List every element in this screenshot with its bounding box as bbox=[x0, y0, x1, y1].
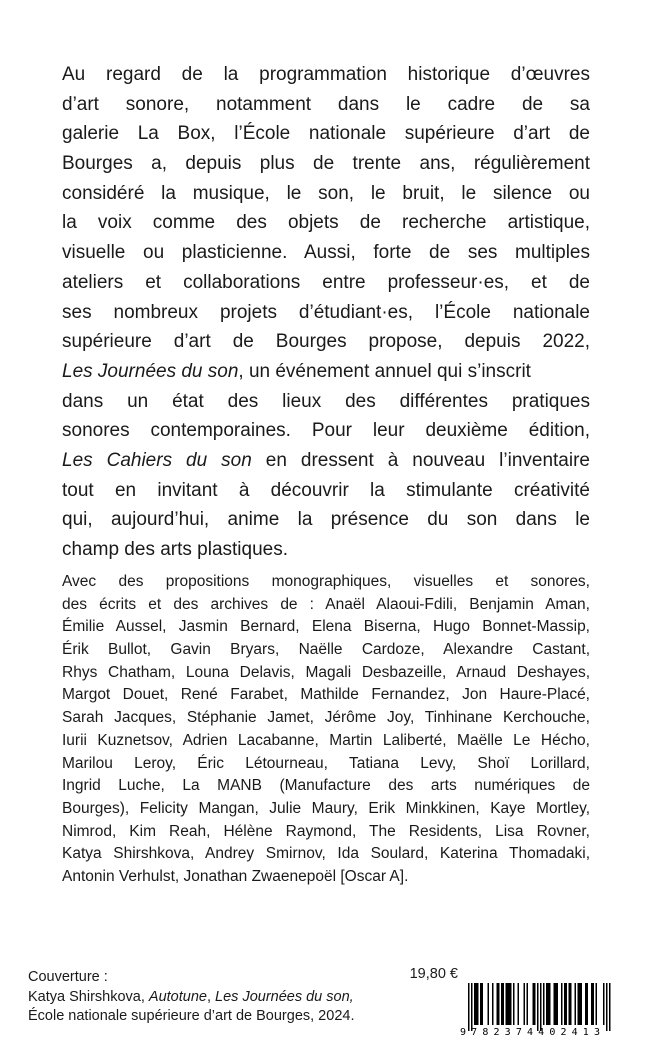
text-segment: Iurii Kuznetsov, Adrien Lacabanne, Martin Laliberté, Maëlle Le Hécho, bbox=[62, 731, 590, 749]
barcode-bar bbox=[497, 983, 499, 1025]
text-line bbox=[62, 416, 590, 446]
text-segment: d’art sonore, notamment dans le cadre de sa bbox=[62, 93, 590, 115]
text-segment: Katya Shirshkova, Andrey Smirnov, Ida Soulard, Katerina Thomadaki, bbox=[62, 845, 590, 863]
text-segment: tout en invitant à découvrir la stimulante créativité bbox=[62, 479, 590, 501]
text-line bbox=[62, 505, 590, 535]
text-line bbox=[62, 571, 590, 594]
text-segment: ateliers et collaborations entre professeur·es, et de bbox=[62, 271, 590, 293]
text-line bbox=[62, 753, 590, 776]
text-line bbox=[62, 327, 590, 357]
barcode-bar bbox=[564, 983, 566, 1025]
barcode-bar bbox=[609, 983, 611, 1031]
barcode-bar bbox=[575, 983, 577, 1025]
barcode-bar bbox=[554, 983, 556, 1025]
barcode-bar bbox=[468, 983, 470, 1031]
text-line bbox=[62, 594, 590, 617]
cover-credit bbox=[28, 968, 354, 1027]
barcode-bar bbox=[561, 983, 563, 1025]
text-line bbox=[62, 238, 590, 268]
text-line bbox=[62, 662, 590, 685]
credit-institution-line: École nationale supérieure d’art de Bourges, 2024. bbox=[28, 1008, 355, 1024]
text-segment: Nimrod, Kim Reah, Hélène Raymond, The Residents, Lisa Rovner, bbox=[62, 822, 590, 840]
italic-title: Les Cahiers du son bbox=[62, 449, 252, 471]
barcode-bar bbox=[506, 983, 508, 1025]
price: 19,80 € bbox=[409, 966, 458, 982]
barcode-bar bbox=[579, 983, 581, 1025]
text-line bbox=[62, 684, 590, 707]
text-line bbox=[62, 707, 590, 730]
barcode-bar bbox=[546, 983, 548, 1025]
text-segment: , bbox=[206, 988, 216, 1005]
barcode-bar bbox=[501, 983, 503, 1025]
intro-paragraph bbox=[62, 60, 590, 565]
text-segment: des écrits et des archives de : Anaël Alaoui-Fdili, Benjamin Aman, bbox=[62, 595, 590, 613]
text-segment: Antonin Verhulst, Jonathan Zwaenepoël [Oscar A]. bbox=[62, 867, 409, 885]
text-line bbox=[62, 357, 590, 387]
barcode-bar bbox=[603, 983, 605, 1025]
barcode-bar bbox=[480, 983, 482, 1025]
barcode-bar bbox=[549, 983, 551, 1025]
text-segment: Rhys Chatham, Louna Delavis, Magali Desbazeille, Arnaud Deshayes, bbox=[62, 663, 590, 681]
text-segment: Katya Shirshkova, bbox=[28, 988, 149, 1005]
barcode-bar bbox=[570, 983, 572, 1025]
text-line bbox=[62, 730, 590, 753]
barcode-bar bbox=[509, 983, 511, 1025]
text-line bbox=[62, 298, 590, 328]
text-segment: Avec des propositions monographiques, visuelles et sonores, bbox=[62, 573, 590, 590]
italic-title: Les Journées du son, bbox=[215, 988, 354, 1005]
barcode-bar bbox=[578, 983, 580, 1025]
text-line bbox=[62, 90, 590, 120]
barcode-bar bbox=[540, 983, 542, 1031]
text-line bbox=[62, 387, 590, 417]
barcode-bar bbox=[543, 983, 545, 1025]
barcode-bar bbox=[534, 983, 536, 1025]
barcode-bar bbox=[566, 983, 568, 1025]
text-line bbox=[62, 616, 590, 639]
text-segment: supérieure d’art de Bourges propose, depuis 2022, bbox=[62, 331, 590, 353]
barcode-bar bbox=[498, 983, 500, 1025]
text-line bbox=[62, 268, 590, 298]
text-segment: Érik Bullot, Gavin Bryars, Naëlle Cardoze, Alexandre Castant, bbox=[62, 641, 590, 659]
text-line bbox=[62, 821, 590, 844]
barcode-bar bbox=[587, 983, 589, 1025]
barcode-bar bbox=[533, 983, 535, 1025]
text-line bbox=[62, 179, 590, 209]
barcode-bar bbox=[593, 983, 595, 1025]
isbn-digits: 9782374402413 bbox=[460, 1027, 600, 1037]
barcode-bar bbox=[606, 983, 608, 1031]
text-segment: champ des arts plastiques. bbox=[62, 539, 289, 560]
barcode-bar bbox=[488, 983, 490, 1025]
barcode-bar bbox=[518, 983, 520, 1025]
barcode-bar bbox=[527, 983, 529, 1025]
text-line bbox=[62, 535, 590, 565]
barcode-bar bbox=[492, 983, 494, 1025]
barcode-bar bbox=[581, 983, 583, 1025]
barcode-bar bbox=[591, 983, 593, 1025]
text-line bbox=[62, 639, 590, 662]
credit-artwork-line bbox=[28, 988, 354, 1008]
italic-title: Les Journées du son bbox=[62, 360, 239, 382]
text-line bbox=[62, 446, 590, 476]
text-line bbox=[62, 798, 590, 821]
barcode-bar bbox=[503, 983, 505, 1025]
text-segment: Marilou Leroy, Éric Létourneau, Tatiana Levy, Shoï Lorillard, bbox=[62, 754, 590, 772]
text-segment: Bourges), Felicity Mangan, Julie Maury, Erik Minkkinen, Kaye Mortley, bbox=[62, 799, 590, 817]
text-segment: galerie La Box, l’École nationale supérieure d’art de bbox=[62, 123, 590, 145]
contributors-paragraph bbox=[62, 571, 590, 889]
isbn-barcode bbox=[458, 983, 648, 1037]
text-segment: sonores contemporaines. Pour leur deuxième édition, bbox=[62, 420, 590, 442]
text-segment: en dressent à nouveau l’inventaire bbox=[251, 449, 590, 471]
barcode-bar bbox=[476, 983, 478, 1025]
text-line bbox=[62, 866, 590, 889]
barcode-bar bbox=[596, 983, 598, 1025]
barcode-bar bbox=[482, 983, 484, 1025]
text-line bbox=[62, 476, 590, 506]
text-line bbox=[62, 119, 590, 149]
text-line bbox=[62, 843, 590, 866]
text-segment: la voix comme des objets de recherche artistique, bbox=[62, 212, 590, 234]
barcode-bar bbox=[513, 983, 515, 1025]
text-line bbox=[62, 208, 590, 238]
barcode-bars bbox=[458, 983, 648, 1037]
credit-label: Couverture : bbox=[28, 969, 108, 985]
barcode-bar bbox=[537, 983, 539, 1031]
text-segment: Au regard de la programmation historique d’œuvres bbox=[62, 64, 590, 85]
italic-title: Autotune bbox=[148, 988, 207, 1005]
barcode-bar bbox=[585, 983, 587, 1025]
barcode-bar bbox=[569, 983, 571, 1025]
text-line bbox=[62, 775, 590, 798]
text-segment: qui, aujourd’hui, anime la présence du son dans le bbox=[62, 509, 590, 531]
barcode-bar bbox=[524, 983, 526, 1025]
text-segment: , un événement annuel qui s’inscrit bbox=[238, 360, 531, 382]
text-segment: visuelle ou plasticienne. Aussi, forte de ses multiples bbox=[62, 242, 590, 264]
barcode-bar bbox=[474, 983, 476, 1025]
text-segment: Sarah Jacques, Stéphanie Jamet, Jérôme Joy, Tinhinane Kerchouche, bbox=[62, 709, 590, 727]
barcode-bar bbox=[477, 983, 479, 1025]
text-segment: Émilie Aussel, Jasmin Bernard, Elena Biserna, Hugo Bonnet-Massip, bbox=[62, 618, 590, 636]
text-line bbox=[62, 149, 590, 179]
barcode-bar bbox=[507, 983, 509, 1025]
barcode-bar bbox=[471, 983, 473, 1031]
text-segment: Bourges a, depuis plus de trente ans, régulièrement bbox=[62, 153, 590, 175]
text-segment: Margot Douet, René Farabet, Mathilde Fernandez, Jon Haure-Placé, bbox=[62, 686, 590, 704]
barcode-bar bbox=[555, 983, 557, 1025]
text-line bbox=[62, 60, 590, 90]
barcode-bar bbox=[510, 983, 512, 1025]
text-segment: ses nombreux projets d’étudiant·es, l’École nationale bbox=[62, 301, 590, 323]
text-segment: dans un état des lieux des différentes pratiques bbox=[62, 390, 590, 412]
text-segment: Ingrid Luche, La MANB (Manufacture des arts numériques de bbox=[62, 777, 590, 795]
text-segment: considéré la musique, le son, le bruit, le silence ou bbox=[62, 182, 590, 204]
barcode-bar bbox=[548, 983, 550, 1025]
barcode-bar bbox=[557, 983, 559, 1025]
